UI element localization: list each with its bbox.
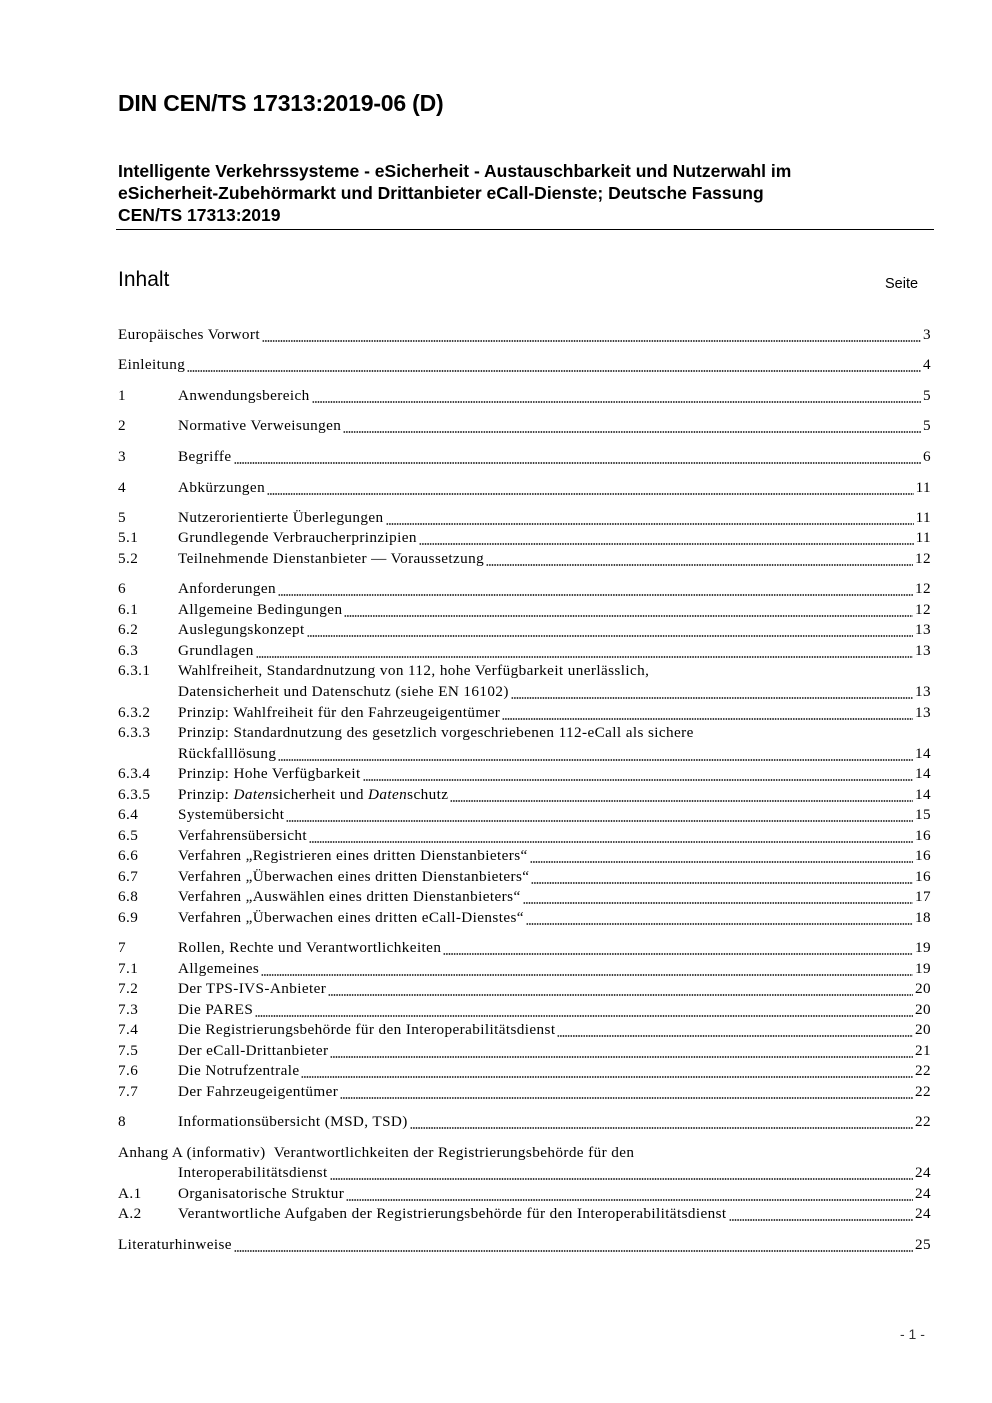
toc-entry-6-3-5[interactable]: 6.3.5 Prinzip: Datensicherheit und Datenschutz 14 xyxy=(118,786,931,803)
toc-section-number: 6.8 xyxy=(118,888,139,905)
toc-entry-7-5[interactable]: 7.5 Der eCall-Drittanbieter 21 xyxy=(118,1042,931,1059)
page-number: - 1 - xyxy=(900,1326,925,1342)
toc-section-number: 3 xyxy=(118,448,126,465)
toc-section-number: 7.6 xyxy=(118,1062,139,1079)
toc-page-number: 6 xyxy=(923,448,931,465)
toc-section-number: 7.5 xyxy=(118,1042,139,1059)
toc-section-number: 1 xyxy=(118,387,126,404)
toc-page-column-label: Seite xyxy=(885,276,919,292)
toc-section-number: 7 xyxy=(118,939,126,956)
toc-entry-6-3-3[interactable]: 6.3.3 Prinzip: Standardnutzung des gesetzlich vorgeschriebenen 112-eCall als sichere xyxy=(118,724,694,741)
toc-entry-anhang-a[interactable]: Anhang A (informativ) Verantwortlichkeiten der Registrierungsbehörde für den xyxy=(118,1144,635,1161)
toc-page-number: 16 xyxy=(915,827,931,844)
subtitle-line: Intelligente Verkehrssysteme - eSicherheit - Austauschbarkeit und Nutzerwahl im xyxy=(118,161,792,181)
toc-section-number: 7.4 xyxy=(118,1021,139,1038)
toc-page-number: 14 xyxy=(915,745,931,762)
toc-entry-6-1[interactable]: 6.1 Allgemeine Bedingungen 12 xyxy=(118,601,931,618)
toc-section-number: 4 xyxy=(118,479,126,496)
toc-entry-6-3[interactable]: 6.3 Grundlagen 13 xyxy=(118,642,931,659)
toc-entry-7-3[interactable]: 7.3 Die PARES 20 xyxy=(118,1001,931,1018)
toc-section-number: 5.2 xyxy=(118,550,139,567)
toc-page-number: 5 xyxy=(923,417,931,434)
toc-entry-6-3-4[interactable]: 6.3.4 Prinzip: Hohe Verfügbarkeit 14 xyxy=(118,765,931,782)
toc-entry-6-7[interactable]: 6.7 Verfahren „Überwachen eines dritten Dienstanbieters“ 16 xyxy=(118,868,931,885)
toc-page-number: 17 xyxy=(915,888,931,905)
toc-section-number: 6.3.2 xyxy=(118,704,151,721)
subtitle-line: CEN/TS 17313:2019 xyxy=(118,205,281,225)
toc-page-number: 22 xyxy=(915,1062,931,1079)
toc-entry-2[interactable]: 2 Normative Verweisungen 5 xyxy=(118,417,931,434)
toc-page-number: 5 xyxy=(923,387,931,404)
toc-page-number: 13 xyxy=(915,683,931,700)
toc-entry-europaeisches-vorwort[interactable]: Europäisches Vorwort 3 xyxy=(118,326,931,343)
toc-entry-6-3-1[interactable]: 6.3.1 Wahlfreiheit, Standardnutzung von 112, hohe Verfügbarkeit unerlässlich, xyxy=(118,662,650,679)
toc-section-number: 6.3.4 xyxy=(118,765,151,782)
toc-entry-5-1[interactable]: 5.1 Grundlegende Verbraucherprinzipien 11 xyxy=(118,529,931,546)
toc-page-number: 21 xyxy=(915,1042,931,1059)
toc-page-number: 11 xyxy=(915,529,931,546)
toc-page-number: 4 xyxy=(923,356,931,373)
toc-entry-7-4[interactable]: 7.4 Die Registrierungsbehörde für den Interoperabilitätsdienst 20 xyxy=(118,1021,931,1038)
toc-entry-a-1[interactable]: A.1 Organisatorische Struktur 24 xyxy=(118,1185,931,1202)
toc-page-number: 11 xyxy=(915,479,931,496)
toc-section-number: 6.1 xyxy=(118,601,139,618)
toc-entry-4[interactable]: 4 Abkürzungen 11 xyxy=(118,479,931,496)
toc-heading: Inhalt xyxy=(118,268,170,291)
toc-section-number: 6.4 xyxy=(118,806,139,823)
toc-entry-7[interactable]: 7 Rollen, Rechte und Verantwortlichkeiten 19 xyxy=(118,939,931,956)
toc-section-number: 6.5 xyxy=(118,827,139,844)
toc-entry-anhang-a-continued[interactable]: Interoperabilitätsdienst 24 xyxy=(178,1164,931,1181)
toc-section-number: 6 xyxy=(118,580,126,597)
toc-entry-7-1[interactable]: 7.1 Allgemeines 19 xyxy=(118,960,931,977)
toc-entry-6-3-2[interactable]: 6.3.2 Prinzip: Wahlfreiheit für den Fahrzeugeigentümer 13 xyxy=(118,704,931,721)
toc-section-number: 6.7 xyxy=(118,868,139,885)
toc-page-number: 14 xyxy=(915,765,931,782)
toc-section-number: 7.1 xyxy=(118,960,139,977)
toc-page-number: 12 xyxy=(915,601,931,618)
toc-entry-6-2[interactable]: 6.2 Auslegungskonzept 13 xyxy=(118,621,931,638)
toc-entry-7-2[interactable]: 7.2 Der TPS-IVS-Anbieter 20 xyxy=(118,980,931,997)
toc-entry-6-4[interactable]: 6.4 Systemübersicht 15 xyxy=(118,806,931,823)
toc-entry-5-2[interactable]: 5.2 Teilnehmende Dienstanbieter — Voraussetzung 12 xyxy=(118,550,931,567)
toc-section-number: 6.3.3 xyxy=(118,724,151,741)
toc-page-number: 19 xyxy=(915,960,931,977)
toc-section-number: 6.3 xyxy=(118,642,139,659)
toc-entry-5[interactable]: 5 Nutzerorientierte Überlegungen 11 xyxy=(118,509,931,526)
toc-entry-1[interactable]: 1 Anwendungsbereich 5 xyxy=(118,387,931,404)
toc-page-number: 16 xyxy=(915,847,931,864)
toc-page-number: 3 xyxy=(923,326,931,343)
subtitle-line: eSicherheit-Zubehörmarkt und Drittanbieter eCall-Dienste; Deutsche Fassung xyxy=(118,183,764,203)
toc-entry-8[interactable]: 8 Informationsübersicht (MSD, TSD) 22 xyxy=(118,1113,931,1130)
toc-section-number: A.2 xyxy=(118,1205,142,1222)
toc-section-number: 6.2 xyxy=(118,621,139,638)
toc-entry-literaturhinweise[interactable]: Literaturhinweise 25 xyxy=(118,1236,931,1253)
toc-section-number: 8 xyxy=(118,1113,126,1130)
toc-page-number: 11 xyxy=(915,509,931,526)
toc-entry-6-6[interactable]: 6.6 Verfahren „Registrieren eines dritten Dienstanbieters“ 16 xyxy=(118,847,931,864)
toc-section-number: 2 xyxy=(118,417,126,434)
toc-page-number: 25 xyxy=(915,1236,931,1253)
title-divider xyxy=(116,229,934,230)
document-title: DIN CEN/TS 17313:2019-06 (D) xyxy=(118,90,444,116)
toc-entry-6-3-1-continued[interactable]: Datensicherheit und Datenschutz (siehe EN 16102) 13 xyxy=(178,683,931,700)
toc-entry-6-9[interactable]: 6.9 Verfahren „Überwachen eines dritten eCall-Dienstes“ 18 xyxy=(118,909,931,926)
toc-page-number: 20 xyxy=(915,980,931,997)
toc-section-number: 5.1 xyxy=(118,529,139,546)
toc-section-number: 6.3.1 xyxy=(118,662,151,679)
toc-page-number: 18 xyxy=(915,909,931,926)
toc-section-number: 5 xyxy=(118,509,126,526)
toc-entry-7-7[interactable]: 7.7 Der Fahrzeugeigentümer 22 xyxy=(118,1083,931,1100)
toc-entry-7-6[interactable]: 7.6 Die Notrufzentrale 22 xyxy=(118,1062,931,1079)
toc-entry-6-5[interactable]: 6.5 Verfahrensübersicht 16 xyxy=(118,827,931,844)
toc-page-number: 24 xyxy=(915,1164,931,1181)
toc-entry-6[interactable]: 6 Anforderungen 12 xyxy=(118,580,931,597)
toc-entry-a-2[interactable]: A.2 Verantwortliche Aufgaben der Registrierungsbehörde für den Interoperabilitätsdienst 24 xyxy=(118,1205,931,1222)
toc-entry-3[interactable]: 3 Begriffe 6 xyxy=(118,448,931,465)
toc-entry-einleitung[interactable]: Einleitung 4 xyxy=(118,356,931,373)
toc-page-number: 12 xyxy=(915,550,931,567)
toc-page-number: 12 xyxy=(915,580,931,597)
toc-page-number: 19 xyxy=(915,939,931,956)
toc-page-number: 22 xyxy=(915,1113,931,1130)
toc-section-number: 6.6 xyxy=(118,847,139,864)
toc-section-number: 6.9 xyxy=(118,909,139,926)
toc-page-number: 14 xyxy=(915,786,931,803)
toc-page-number: 20 xyxy=(915,1001,931,1018)
toc-page-number: 24 xyxy=(915,1205,931,1222)
toc-section-number: 7.7 xyxy=(118,1083,139,1100)
toc-page-number: 20 xyxy=(915,1021,931,1038)
toc-page-number: 24 xyxy=(915,1185,931,1202)
toc-section-number: 7.2 xyxy=(118,980,139,997)
toc-page-number: 15 xyxy=(915,806,931,823)
toc-section-number: 6.3.5 xyxy=(118,786,151,803)
toc-page-number: 16 xyxy=(915,868,931,885)
toc-entry-6-3-3-continued[interactable]: Rückfalllösung 14 xyxy=(178,745,931,762)
toc-page-number: 13 xyxy=(915,704,931,721)
toc-page-number: 13 xyxy=(915,621,931,638)
document-subtitle xyxy=(118,160,934,226)
toc-section-number: A.1 xyxy=(118,1185,142,1202)
toc-entry-6-8[interactable]: 6.8 Verfahren „Auswählen eines dritten Dienstanbieters“ 17 xyxy=(118,888,931,905)
toc-section-number: 7.3 xyxy=(118,1001,139,1018)
toc-page-number: 13 xyxy=(915,642,931,659)
toc-page-number: 22 xyxy=(915,1083,931,1100)
